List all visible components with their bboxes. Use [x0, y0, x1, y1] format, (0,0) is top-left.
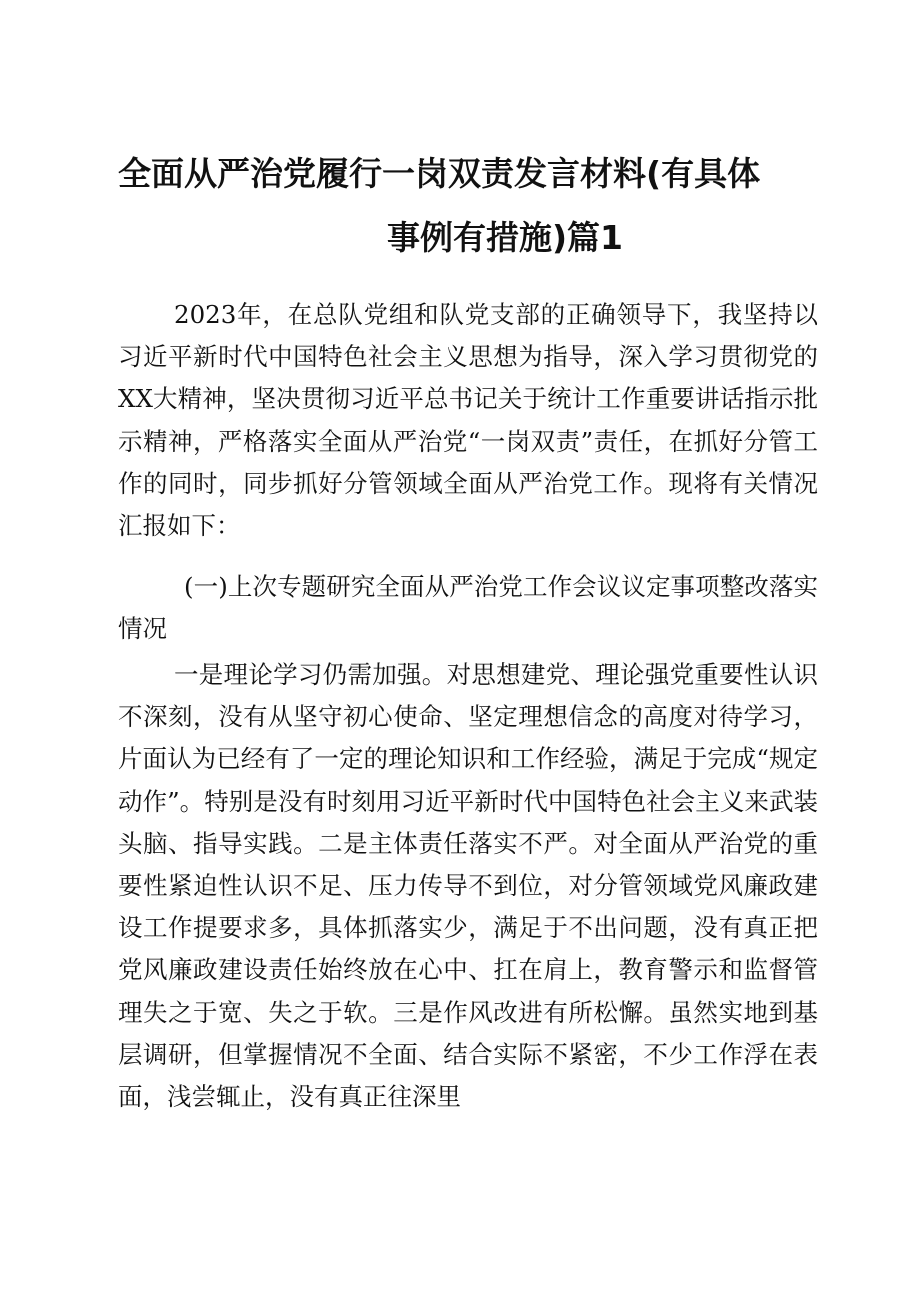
document-title-line-2: 事例有措施)篇1 — [386, 218, 624, 257]
document-title-line-1: 全面从严治党履行一岗双责发言材料(有具体 — [118, 154, 761, 193]
intro-paragraph: 2023年，在总队党组和队党支部的正确领导下，我坚持以习近平新时代中国特色社会主义思想为指导，深入学习贯彻党的XX大精神，坚决贯彻习近平总书记关于统计工作重要讲话指示批示精神，严格落实全面从严治党“一岗双责”责任，在抓好分管工作的同时，同步抓好分管领域全面从严治党工作。现将有关情况汇报如下： — [118, 300, 818, 541]
body-paragraph: 一是理论学习仍需加强。对思想建党、理论强党重要性认识不深刻，没有从坚守初心使命、坚定理想信念的高度对待学习，片面认为已经有了一定的理论知识和工作经验，满足于完成“规定动作”。特别是没有时刻用习近平新时代中国特色社会主义来武装头脑、指导实践。二是主体责任落实不严。对全面从严治党的重要性紧迫性认识不足、压力传导不到位，对分管领域党风廉政建设工作提要求多，具体抓落实少，满足于不出问题，没有真正把党风廉政建设责任始终放在心中、扛在肩上，教育警示和监督管理失之于宽、失之于软。三是作风改进有所松懈。虽然实地到基层调研，但掌握情况不全面、结合实际不紧密，不少工作浮在表面，浅尝辄止，没有真正往深里 — [118, 660, 818, 1112]
section-heading: (一)上次专题研究全面从严治党工作会议议定事项整改落实情况 — [118, 572, 818, 644]
